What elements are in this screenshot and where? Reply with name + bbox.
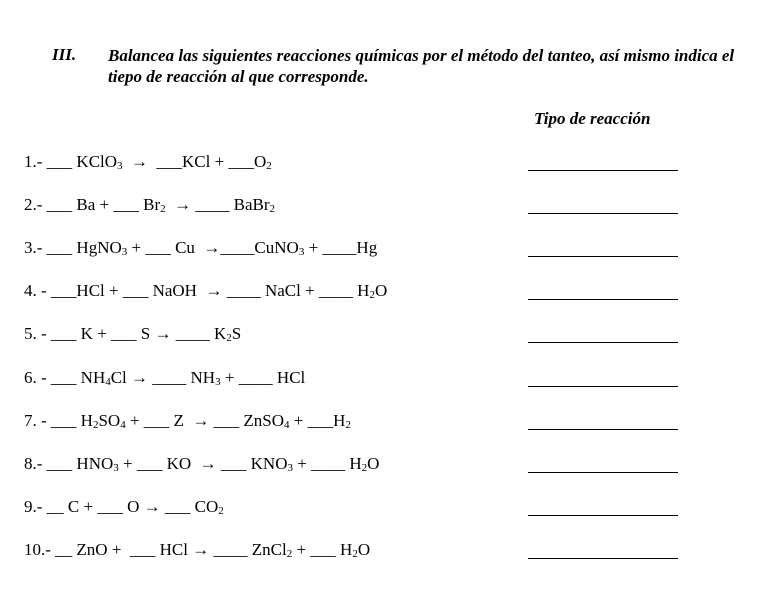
equation-text: 3.- ___ HgNO$_3$ + ___ Cu →____CuNO$_3$ + ____Hg — [24, 238, 378, 259]
equation-row — [24, 453, 764, 475]
reaction-type-answer-line[interactable] — [528, 515, 678, 516]
reaction-type-answer-line[interactable] — [528, 256, 678, 257]
equation-row — [24, 410, 764, 432]
equation-text: 4. - ___HCl + ___ NaOH → ____ NaCl + ____ $H_2O$ — [24, 281, 388, 302]
equation-text: 5. - ___ K + ___ S → ____ $K_2S$ — [24, 324, 242, 345]
equation-row — [24, 151, 764, 173]
equation-text: 2.- ___ Ba + ___ $Br_2$ → ____ BaBr$_2$ — [24, 195, 276, 216]
section-instructions: Balancea las siguientes reacciones químicas por el método del tanteo, así mismo indica el tiepo de reacción al que corresponde. — [108, 46, 735, 86]
reaction-type-answer-line[interactable] — [528, 472, 678, 473]
equation-row — [24, 280, 764, 302]
equation-text: 9.- __ C + ___ O → ___ $CO_2$ — [24, 496, 224, 517]
reaction-type-answer-line[interactable] — [528, 386, 678, 387]
equation-row — [24, 367, 764, 389]
equation-text: 10.- __ ZnO + ___ HCl → ____ ZnCl$_2$ + ___ $H_2O$ — [24, 539, 371, 560]
reaction-type-answer-line[interactable] — [528, 429, 678, 430]
equation-row — [24, 194, 764, 216]
reaction-type-answer-line[interactable] — [528, 213, 678, 214]
equation-text: 7. - ___ $H_2SO_4$ + ___ Z → ___ ZnSO$_4$ + $\_\_\_H_2$ — [24, 410, 351, 431]
reaction-type-answer-line[interactable] — [528, 342, 678, 343]
equation-row — [24, 323, 764, 345]
equation-row — [24, 539, 764, 561]
equation-row — [24, 237, 764, 259]
reaction-type-answer-line[interactable] — [528, 170, 678, 171]
equation-text: 1.- ___ KClO$_3$ → ___KCl + $\_\_\_O_2$ — [24, 152, 272, 172]
equation-text: 6. - ___ $NH_4Cl$ → ____ $NH_3$ + ____ HCl — [24, 367, 306, 388]
section-number: III. — [52, 45, 77, 64]
reaction-type-header: Tipo de reacción — [534, 109, 651, 128]
reaction-type-answer-line[interactable] — [528, 299, 678, 300]
reaction-type-answer-line[interactable] — [528, 558, 678, 559]
equation-row — [24, 496, 764, 518]
equation-text: 8.- ___ $HNO_3$ + ___ KO → ___ $KNO_3$ + ____ $H_2O$ — [24, 453, 380, 474]
